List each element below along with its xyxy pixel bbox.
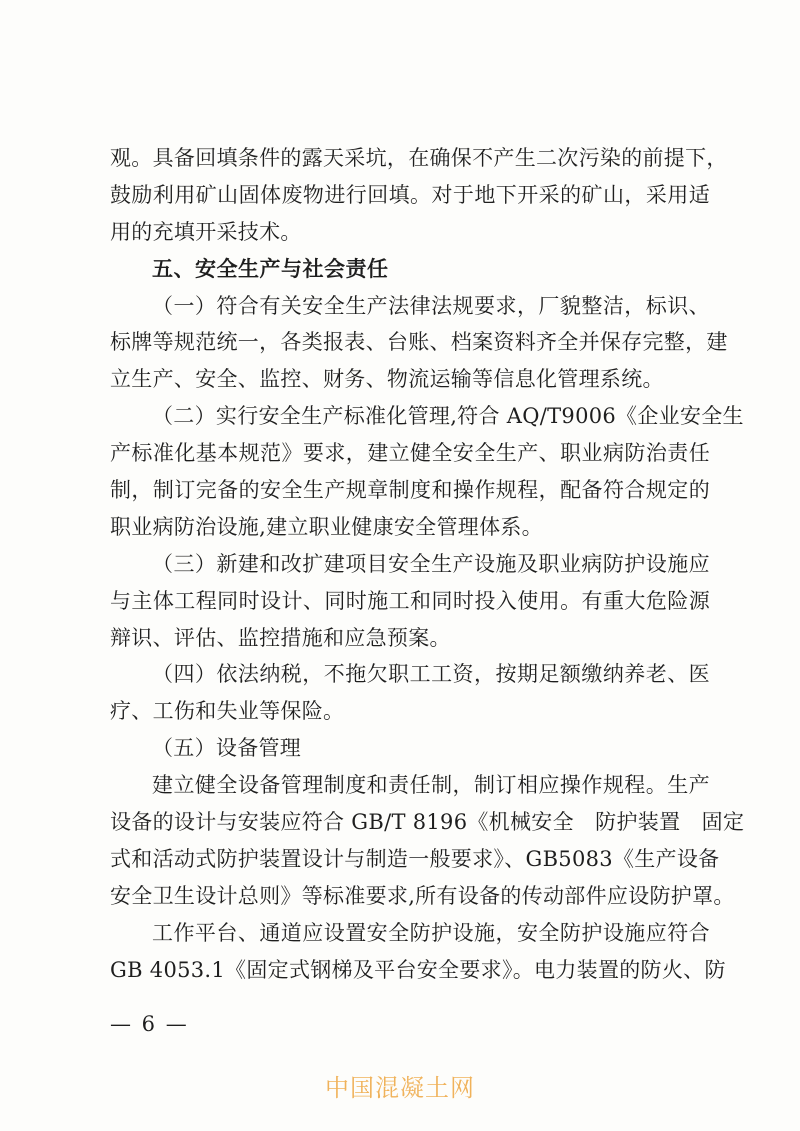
site-watermark: 中国混凝土网: [325, 1074, 475, 1102]
text-line: 职业病防治设施,建立职业健康安全管理体系。: [110, 514, 543, 539]
text-line: 立生产、安全、监控、财务、物流运输等信息化管理系统。: [110, 367, 664, 392]
text-line: 标牌等规范统一，各类报表、台账、档案资料齐全并保存完整，建: [110, 330, 728, 355]
subsection-title: （五）设备管理: [152, 736, 302, 761]
text-line: GB 4053.1《固定式钢梯及平台安全要求》。电力装置的防火、防: [110, 957, 726, 982]
paragraph-item-2: [110, 398, 744, 546]
paragraph-backfill: [110, 140, 728, 251]
text-line: 用的充填开采技术。: [110, 219, 302, 244]
text-line: 与主体工程同时设计、同时施工和同时投入使用。有重大危险源: [110, 588, 710, 613]
paragraph-item-3: [110, 546, 710, 657]
text-line: 产标准化基本规范》要求，建立健全安全生产、职业病防治责任: [110, 441, 710, 466]
text-line: 安全卫生设计总则》等标准要求,所有设备的传动部件应设防护罩。: [110, 883, 735, 908]
text-line: 鼓励利用矿山固体废物进行回填。对于地下开采的矿山，采用适: [110, 182, 710, 207]
text-line: 制，制订完备的安全生产规章制度和操作规程，配备符合规定的: [110, 478, 710, 503]
paragraph-item-1: [110, 288, 728, 399]
paragraph-equipment: [110, 767, 745, 915]
text-line: 工作平台、通道应设置安全防护设施，安全防护设施应符合: [152, 920, 710, 945]
text-line: （一）符合有关安全生产法律法规要求，厂貌整洁，标识、: [152, 293, 710, 318]
text-line: 建立健全设备管理制度和责任制，制订相应操作规程。生产: [152, 773, 710, 798]
document-body: [110, 140, 745, 988]
text-line: 辩识、评估、监控措施和应急预案。: [110, 625, 451, 650]
paragraph-item-4: [110, 656, 710, 730]
text-line: 观。具备回填条件的露天采坑，在确保不产生二次污染的前提下，: [110, 146, 728, 170]
section-heading: 五、安全生产与社会责任: [152, 256, 389, 281]
page-number: — 6 —: [110, 1012, 189, 1036]
text-line: （三）新建和改扩建项目安全生产设施及职业病防护设施应: [152, 551, 710, 576]
text-line: 设备的设计与安装应符合 GB/T 8196《机械安全 防护装置 固定: [110, 810, 745, 835]
paragraph-platform: [110, 915, 726, 989]
text-line: （二）实行安全生产标准化管理,符合 AQ/T9006《企业安全生: [152, 404, 744, 429]
text-line: （四）依法纳税，不拖欠职工工资，按期足额缴纳养老、医: [152, 662, 710, 687]
text-line: 式和活动式防护装置设计与制造一般要求》、GB5083《生产设备: [110, 846, 720, 871]
text-line: 疗、工伤和失业等保险。: [110, 699, 345, 724]
